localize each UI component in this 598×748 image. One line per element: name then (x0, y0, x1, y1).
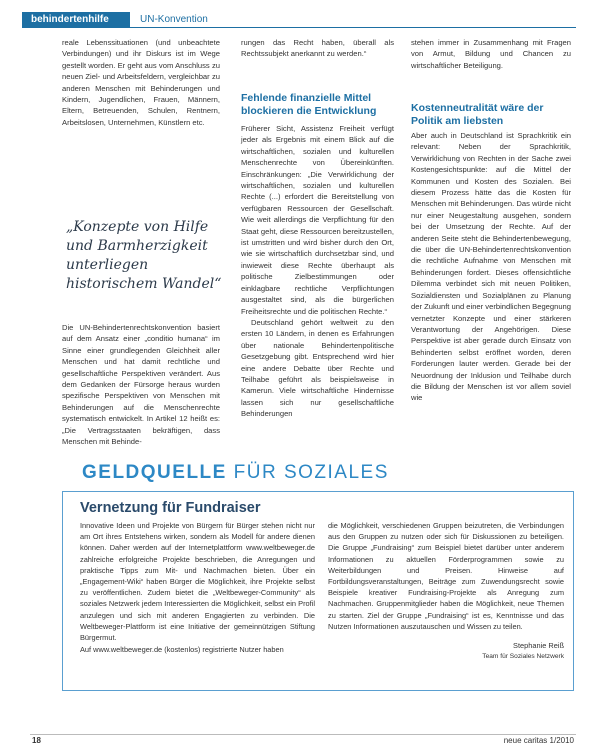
box-section-title-light: FÜR SOZIALES (233, 462, 389, 483)
author-name: Stephanie Reiß (513, 641, 564, 651)
paragraph: Die UN-Behindertenrechtskonvention basiert auf dem Ansatz einer „conditio humana“ im Sinne einer grundlegenden Gleichheit aller Menschen und hat damit rechtliche und gesellschaftliche Perspektiven verändert. Aus dem Gedanken der Fürsorge heraus wurden spezifische Perspektiven von Menschen mit Behinderungen auf die Menschenrechte systematisch entwickelt. In Artikel 12 heißt es: „Die Vertragsstaaten bekräftigen, dass Menschen mit Behinde- (62, 323, 220, 447)
footer-rule (30, 734, 576, 735)
section-tag (22, 12, 130, 27)
author-credit (328, 640, 564, 662)
paragraph: Innovative Ideen und Projekte von Bürgern für Bürger stehen nicht nur am Ort ihres Entstehens wirken, sondern als Modell für andere dienen können. Daher werden auf der Internetplattform www.weltbeweger.de zahlreiche erfolgreiche Projekte beschrieben, die Anregungen und praktische Tipps zum Mit- und Nachmachen bieten. Über ein „Engagement-Wiki“ haben Bürger die Möglichkeit, ihre Projekte selbst zu veröffentlichen. Zudem bietet die „Weltbeweger-Community“ als soziales Netzwerk jedem Interessierten die Möglichkeit, selbst ein Profil anzulegen und sich mit anderen Engagierten zu verbinden. Die Weltbeweger-Plattform ist eine Initiative der gemeinnützigen Stiftung Bürgermut. (80, 521, 315, 643)
subheading-cost (411, 102, 571, 127)
publication-name: neue caritas 1/2010 (503, 736, 574, 745)
author-role: Team für Soziales Netzwerk (482, 653, 564, 661)
column-2-top (241, 37, 394, 60)
column-1-bottom (62, 322, 220, 447)
subheading-text: Fehlende finanzielle Mittel blockieren die Entwicklung (241, 92, 377, 117)
paragraph: stehen immer in Zusammenhang mit Fragen von Armut, Bildung und Chancen zu wirtschaftlicher Beteiligung. (411, 38, 571, 70)
box-section-title (82, 462, 389, 484)
paragraph: rungen das Recht haben, überall als Rechtssubjekt anerkannt zu werden.“ (241, 38, 394, 59)
pull-quote: „Konzepte von Hilfe und Barmherzigkeit unterliegen historischem Wandel“ (66, 219, 222, 292)
section-tag-label: behindertenhilfe (31, 14, 109, 25)
header-rule (22, 27, 576, 28)
column-2-body (241, 123, 394, 420)
paragraph: Auf www.weltbeweger.de (kostenlos) registrierte Nutzer haben (80, 645, 284, 655)
paragraph: reale Lebenssituationen (und unbeachtete Verbindungen) und ihr Diskurs ist im Wege gestellt worden. Er geht aus vom Anschluss zu neuen Ziel- und Arbeitsfeldern, vergleichbar zu anderen Menschen mit Behinderungen und Kindern, Jugendlichen, Frauen, Männern, Eltern, Betreuenden, Schulen, Rentnern, Arbeitslosen, Unternehmen, Künstlern etc. (62, 38, 220, 127)
box-section-title-bold: GELDQUELLE (82, 462, 227, 483)
box-column-left (80, 520, 315, 655)
section-subtitle: UN-Konvention (140, 14, 208, 25)
paragraph: Aber auch in Deutschland ist Sprachkritik ein relevant: Neben der Sprachkritik, Verwirklichung von Rechten in der Sache zwei Kostengesichtspunkte: auf die Mittel der Kommunen und Kosten des Sozialen. Bei diesem Prozess hätte das die Kosten für Menschen mit Behinderungen. Das würde nicht nur einer Neugestaltung ausgehen, sondern bei der Umsetzung der Rechte. Auf der anderen Seite steht die Behindertenbewegung, die über die UN-Behindertenrechtskonvention die rechtliche Aufnahme von Menschen mit Behinderungen fordert. Dieses offensichtliche Dilemma verbindet sich mit neuen Politiken, Sozialdiensten und Sozialplänen zu Planung der Zukunft und einer verbindlichen Begegnung vernetzter Konzepte und einer stärkeren Verantwortung der Angehörigen. Diese Perspektive ist aber gerade durch Einsatz von Behinderten selbst eröffnet worden, deren Forderungen lauter werden. Gerade bei der Neuordnung der Inklusion und Teilhabe durch die Bildung der Menschen ist vor allem soviel wie (411, 131, 572, 403)
column-3-top (411, 37, 571, 71)
column-3-body (411, 130, 571, 404)
paragraph: Deutschland gehört weltweit zu den ersten 10 Ländern, in denen es Erfahrungen über nationale Behindertenpolitische Gesetzgebung gibt. Entsprechend wird hier eine andere Debatte über Rechte und Teilhabe geführt als beispielsweise in Kamerun. Viele wirtschaftliche Hindernisse lassen sich nur gesellschaftliche Behinderungen (241, 317, 394, 419)
subheading-text: Kostenneutralität wäre der Politik am liebsten (411, 102, 544, 127)
column-1-top (62, 37, 220, 128)
paragraph: Früherer Sicht, Assistenz Freiheit verfügt jeder als Ergebnis mit einem Blick auf die wirtschaftlichen, sozialen und kulturellen Menschenrechte von Übereinkünften. Einschränkungen: „Die Verwirklichung der wirtschaftlichen, sozialen und kulturellen Rechte (...) erfordert die Bereitstellung von verfügbaren Ressourcen der Gesellschaft. Wie weit allerdings die Verpflichtung für den Staat geht, diese Ressourcen bereitzustellen, ist umstritten und wird bisher durch den Ort, wie sie wirtschaftlich durchsetzbar sind, und inwieweit diese Rechte überhaupt als politische Zielbestimmungen oder einklagbare rechtliche Verpflichtungen ausgestaltet sind, als die bürgerlichen Freiheitsrechte und die politischen Rechte.“ (241, 124, 394, 316)
subheading-finance (241, 92, 401, 117)
box-heading (80, 500, 260, 516)
box-heading-text: Vernetzung für Fundraiser (80, 500, 261, 516)
page-number: 18 (32, 736, 41, 745)
box-column-right (328, 520, 564, 662)
paragraph: die Möglichkeit, verschiedenen Gruppen beizutreten, die Verbindungen aus den Gruppen zu nutzen oder sich für Diskussionen zu beteiligen. Die Gruppe „Fundraising“ zum Beispiel bietet darüber unter anderem Informationen zu aktuellen Förderprogrammen sowie zu Weiterbildungen und Preisen. Hinweise auf Fortbildungsveranstaltungen, Beiträge zum Zuwendungsrecht sowie Beispiele kreativer Fundraising-Projekte als Anregung zum Nachmachen. Gruppenmitglieder haben die Möglichkeit, neue Themen zu starten. Ziel der Gruppe „Fundraising“ ist es, Kenntnisse und das Nutzen Informationen auszutauschen und Wissen zu teilen. (328, 521, 564, 631)
